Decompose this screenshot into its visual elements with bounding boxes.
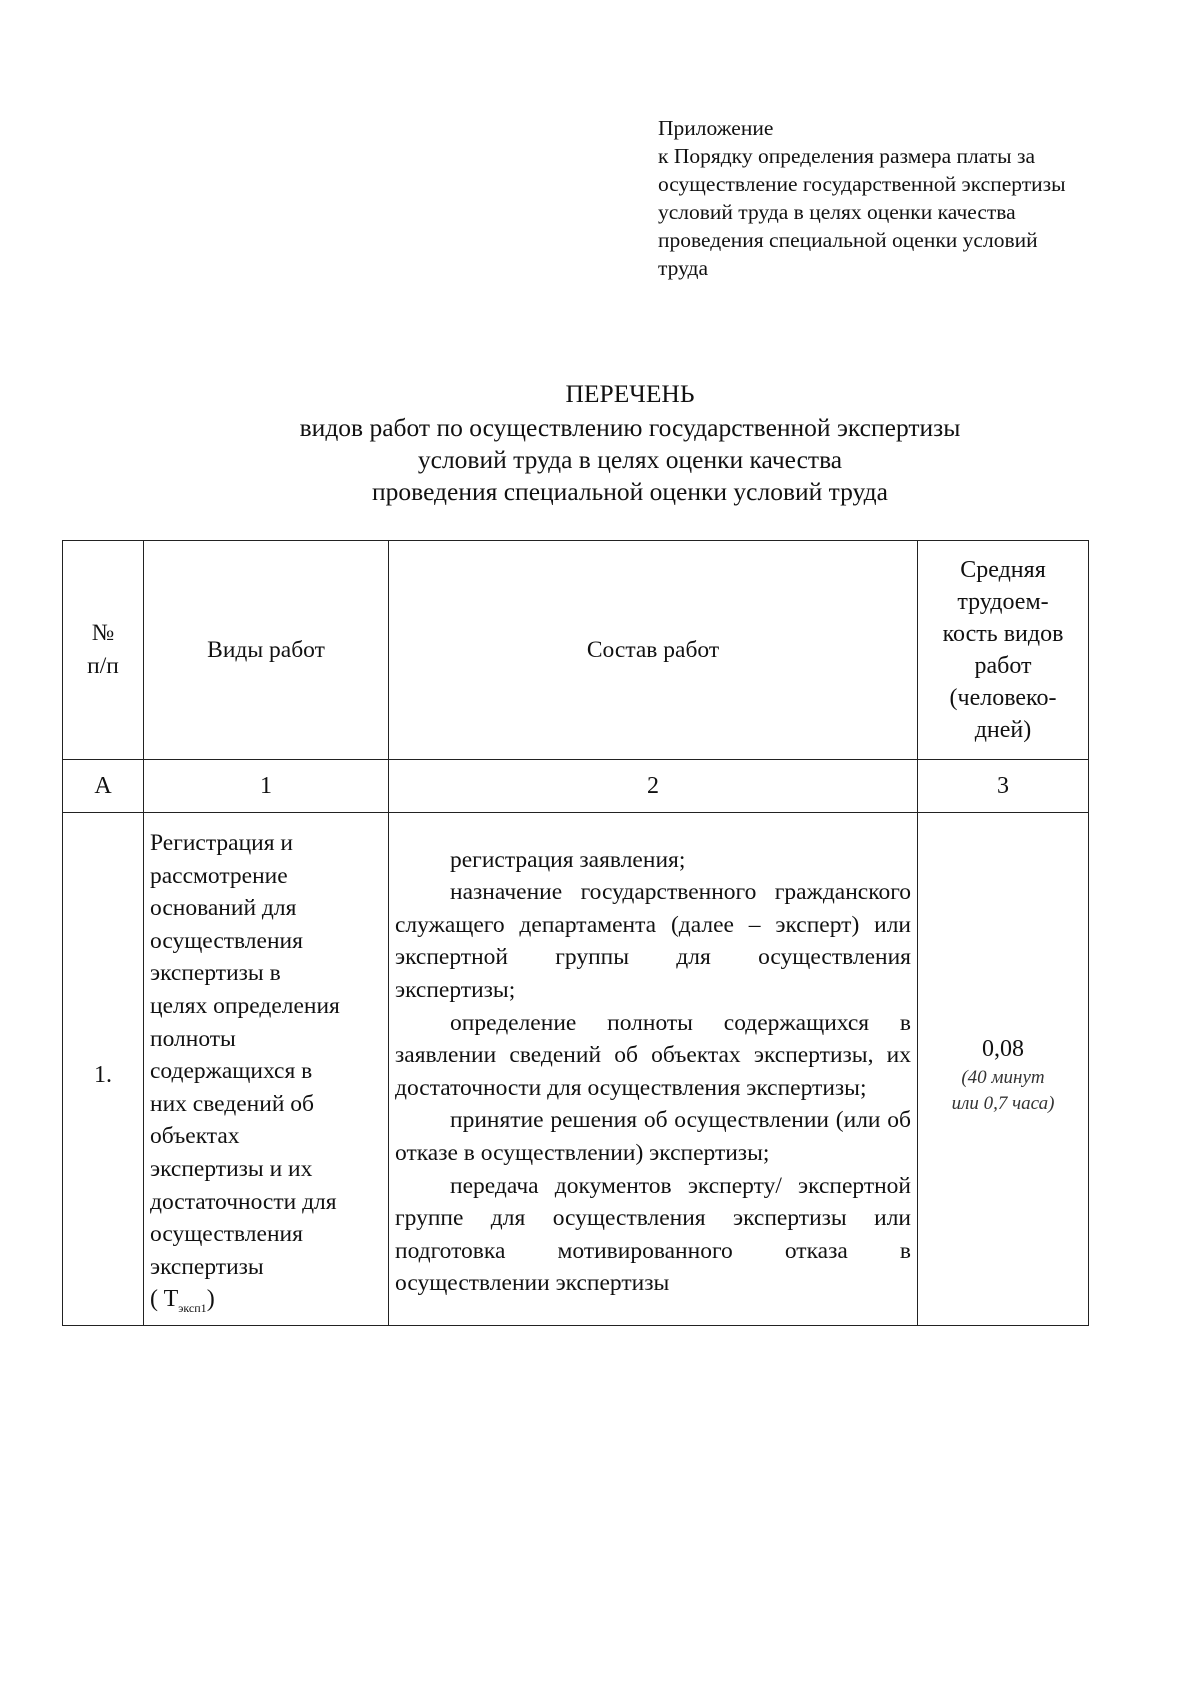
appendix-note — [658, 114, 1158, 282]
document-subtitle — [0, 412, 1200, 508]
works-table — [62, 540, 1089, 1326]
labor-symbol — [150, 1283, 382, 1324]
work-kind-line: осуществления — [150, 1221, 303, 1248]
header-num-line: № — [91, 620, 115, 646]
work-kind-line: полноты — [150, 1025, 236, 1052]
row-work-kind — [144, 813, 389, 1326]
work-kind-line: оснований для — [150, 895, 297, 922]
header-cell-labor — [918, 541, 1089, 760]
subtitle-line: видов работ по осуществлению государственной экспертизы — [299, 413, 961, 442]
work-kind-line: объектах — [150, 1123, 240, 1150]
header-labor-line: кость видов — [942, 621, 1064, 647]
index-cell: 3 — [918, 760, 1089, 813]
table-index-row — [63, 760, 1089, 813]
symbol-open-paren: ( — [150, 1286, 158, 1313]
index-cell: А — [63, 760, 144, 813]
appendix-line: осуществление государственной экспертизы — [658, 172, 1066, 196]
table-row — [63, 813, 1089, 1326]
header-labor-line: работ — [974, 653, 1032, 679]
work-kind-line: них сведений об — [150, 1090, 314, 1117]
composition-item: передача документов эксперту/ экспертной группе для осуществления экспертизы или подготовка мотивированного отказа в осуществлении экспертизы — [395, 1172, 911, 1297]
symbol-letter: T — [163, 1286, 179, 1313]
work-kind-line: содержащихся в — [150, 1058, 313, 1085]
work-kind-line: экспертизы — [150, 1253, 264, 1280]
row-labor-intensity — [918, 813, 1089, 1326]
document-title: ПЕРЕЧЕНЬ — [565, 379, 695, 408]
header-num-line: п/п — [87, 653, 119, 679]
header-labor-line: дней) — [974, 717, 1032, 743]
header-labor-line: Средняя — [960, 557, 1046, 583]
header-cell-kind: Виды работ — [144, 541, 389, 760]
subtitle-line: проведения специальной оценки условий труда — [372, 477, 888, 506]
symbol-subscript: эксп1 — [178, 1301, 207, 1316]
table-header-row — [63, 541, 1089, 760]
row-work-composition — [389, 813, 918, 1326]
header-cell-num — [63, 541, 144, 760]
appendix-line: условий труда в целях оценки качества — [658, 200, 1016, 224]
index-cell: 1 — [144, 760, 389, 813]
header-cell-composition: Состав работ — [389, 541, 918, 760]
work-kind-line: Регистрация и — [150, 830, 293, 856]
labor-note-line: (40 минут — [961, 1066, 1045, 1088]
appendix-line: труда — [658, 256, 709, 280]
work-kind-line: целях определения — [150, 992, 340, 1019]
labor-note-line: или 0,7 часа) — [951, 1092, 1055, 1114]
index-cell: 2 — [389, 760, 918, 813]
appendix-line: к Порядку определения размера платы за — [658, 144, 1036, 168]
header-labor-line: (человеко- — [949, 685, 1057, 711]
composition-item: назначение государственного гражданского служащего департамента (далее – эксперт) или экспертной группы для осуществления экспертизы; — [395, 879, 911, 1004]
appendix-line: проведения специальной оценки условий — [658, 228, 1038, 252]
work-kind-line: экспертизы и их — [150, 1155, 313, 1182]
composition-item: регистрация заявления; — [450, 846, 686, 873]
labor-value: 0,08 — [982, 1035, 1024, 1062]
header-labor-line: трудоем- — [957, 589, 1049, 615]
symbol-close-paren: ) — [206, 1286, 215, 1313]
work-kind-line: осуществления — [150, 927, 303, 954]
appendix-line: Приложение — [658, 116, 774, 140]
composition-item: определение полноты содержащихся в заявлении сведений об объектах экспертизы, их достаточности для осуществления экспертизы; — [395, 1009, 911, 1101]
work-kind-line: рассмотрение — [150, 862, 288, 889]
work-kind-line: экспертизы в — [150, 960, 281, 987]
subtitle-line: условий труда в целях оценки качества — [417, 445, 843, 474]
row-number: 1. — [63, 813, 144, 1326]
work-kind-line: достаточности для — [150, 1188, 337, 1215]
composition-item: принятие решения об осуществлении (или об отказе в осуществлении) экспертизы; — [395, 1107, 911, 1167]
